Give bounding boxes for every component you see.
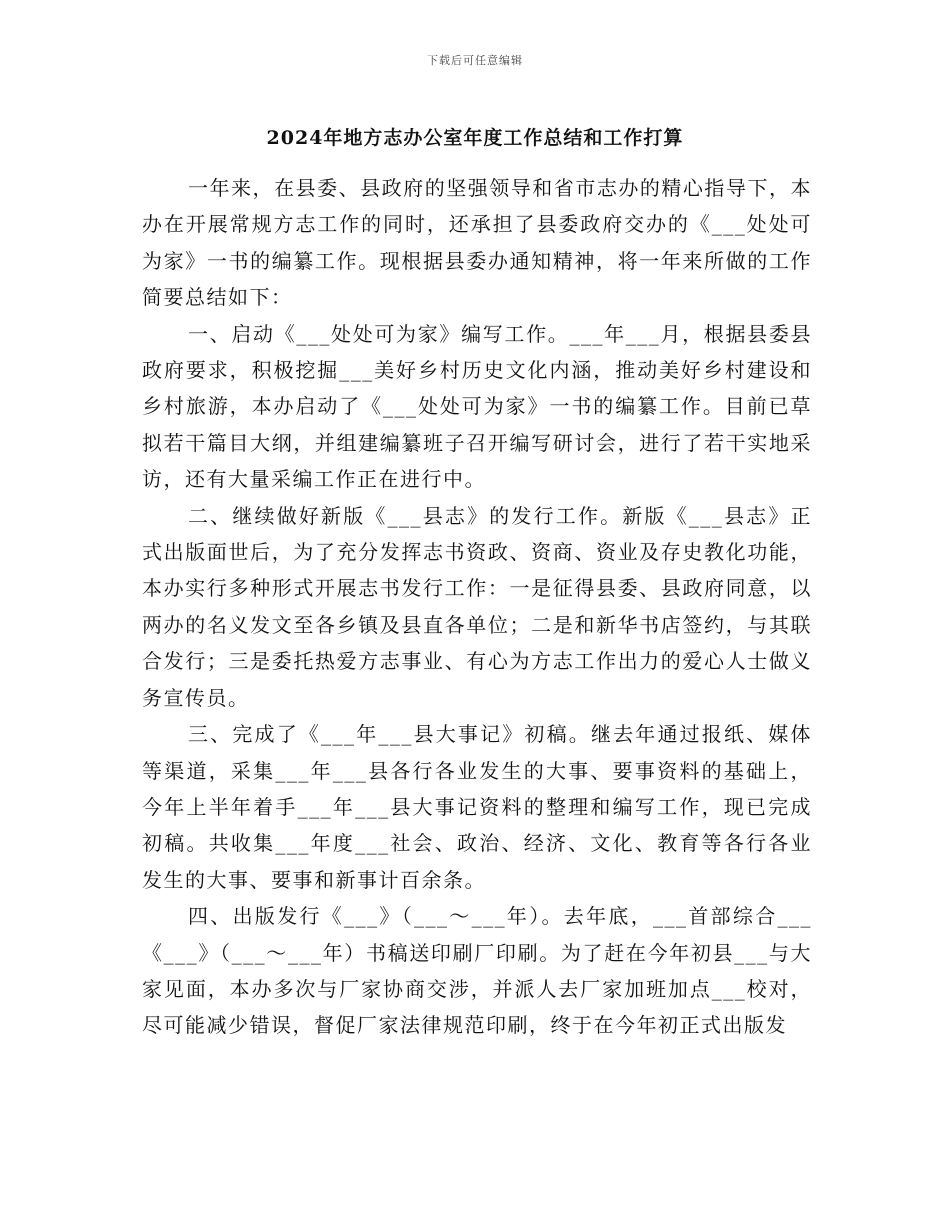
paragraph-section-3: 三、完成了《___年___县大事记》初稿。继去年通过报纸、媒体等渠道，采集___年___县各行各业发生的大事、要事资料的基础上，今年上半年着手___年___县大事记资料的整理和编写工作，现已完成初稿。共收集___年度___社会、政治、经济、文化、教育等各行各业发生的大事、要事和新事计百余条。 (142, 722, 812, 892)
document-body (142, 170, 812, 1044)
paragraph-section-4: 四、出版发行《___》（___～___年）。去年底，___首部综合___《___》（___～___年）书稿送印刷厂印刷。为了赶在今年初县___与大家见面，本办多次与厂家协商交涉，并派人去厂家加班加点___校对，尽可能减少错误，督促厂家法律规范印刷，终于在今年初正式出版发 (142, 904, 812, 1038)
paragraph-section-1: 一、启动《___处处可为家》编写工作。___年___月，根据县委县政府要求，积极挖掘___美好乡村历史文化内涵，推动美好乡村建设和乡村旅游，本办启动了《___处处可为家》一书的编纂工作。目前已草拟若干篇目大纲，并组建编纂班子召开编写研讨会，进行了若干实地采访，还有大量采编工作正在进行中。 (142, 321, 812, 492)
paragraph-section-2: 二、继续做好新版《___县志》的发行工作。新版《___县志》正式出版面世后，为了充分发挥志书资政、资商、资业及存史教化功能，本办实行多种形式开展志书发行工作：一是征得县委、县政府同意，以两办的名义发文至各乡镇及县直各单位；二是和新华书店签约，与其联合发行；三是委托热爱方志事业、有心为方志工作出力的爱心人士做义务宣传员。 (142, 503, 812, 710)
paragraph-intro: 一年来，在县委、县政府的坚强领导和省市志办的精心指导下，本办在开展常规方志工作的同时，还承担了县委政府交办的《___处处可为家》一书的编纂工作。现根据县委办通知精神，将一年来所做的工作简要总结如下： (142, 176, 812, 310)
header-note: 下载后可任意编辑 (427, 54, 523, 67)
document-title: 2024年地方志办公室年度工作总结和工作打算 (266, 127, 684, 149)
